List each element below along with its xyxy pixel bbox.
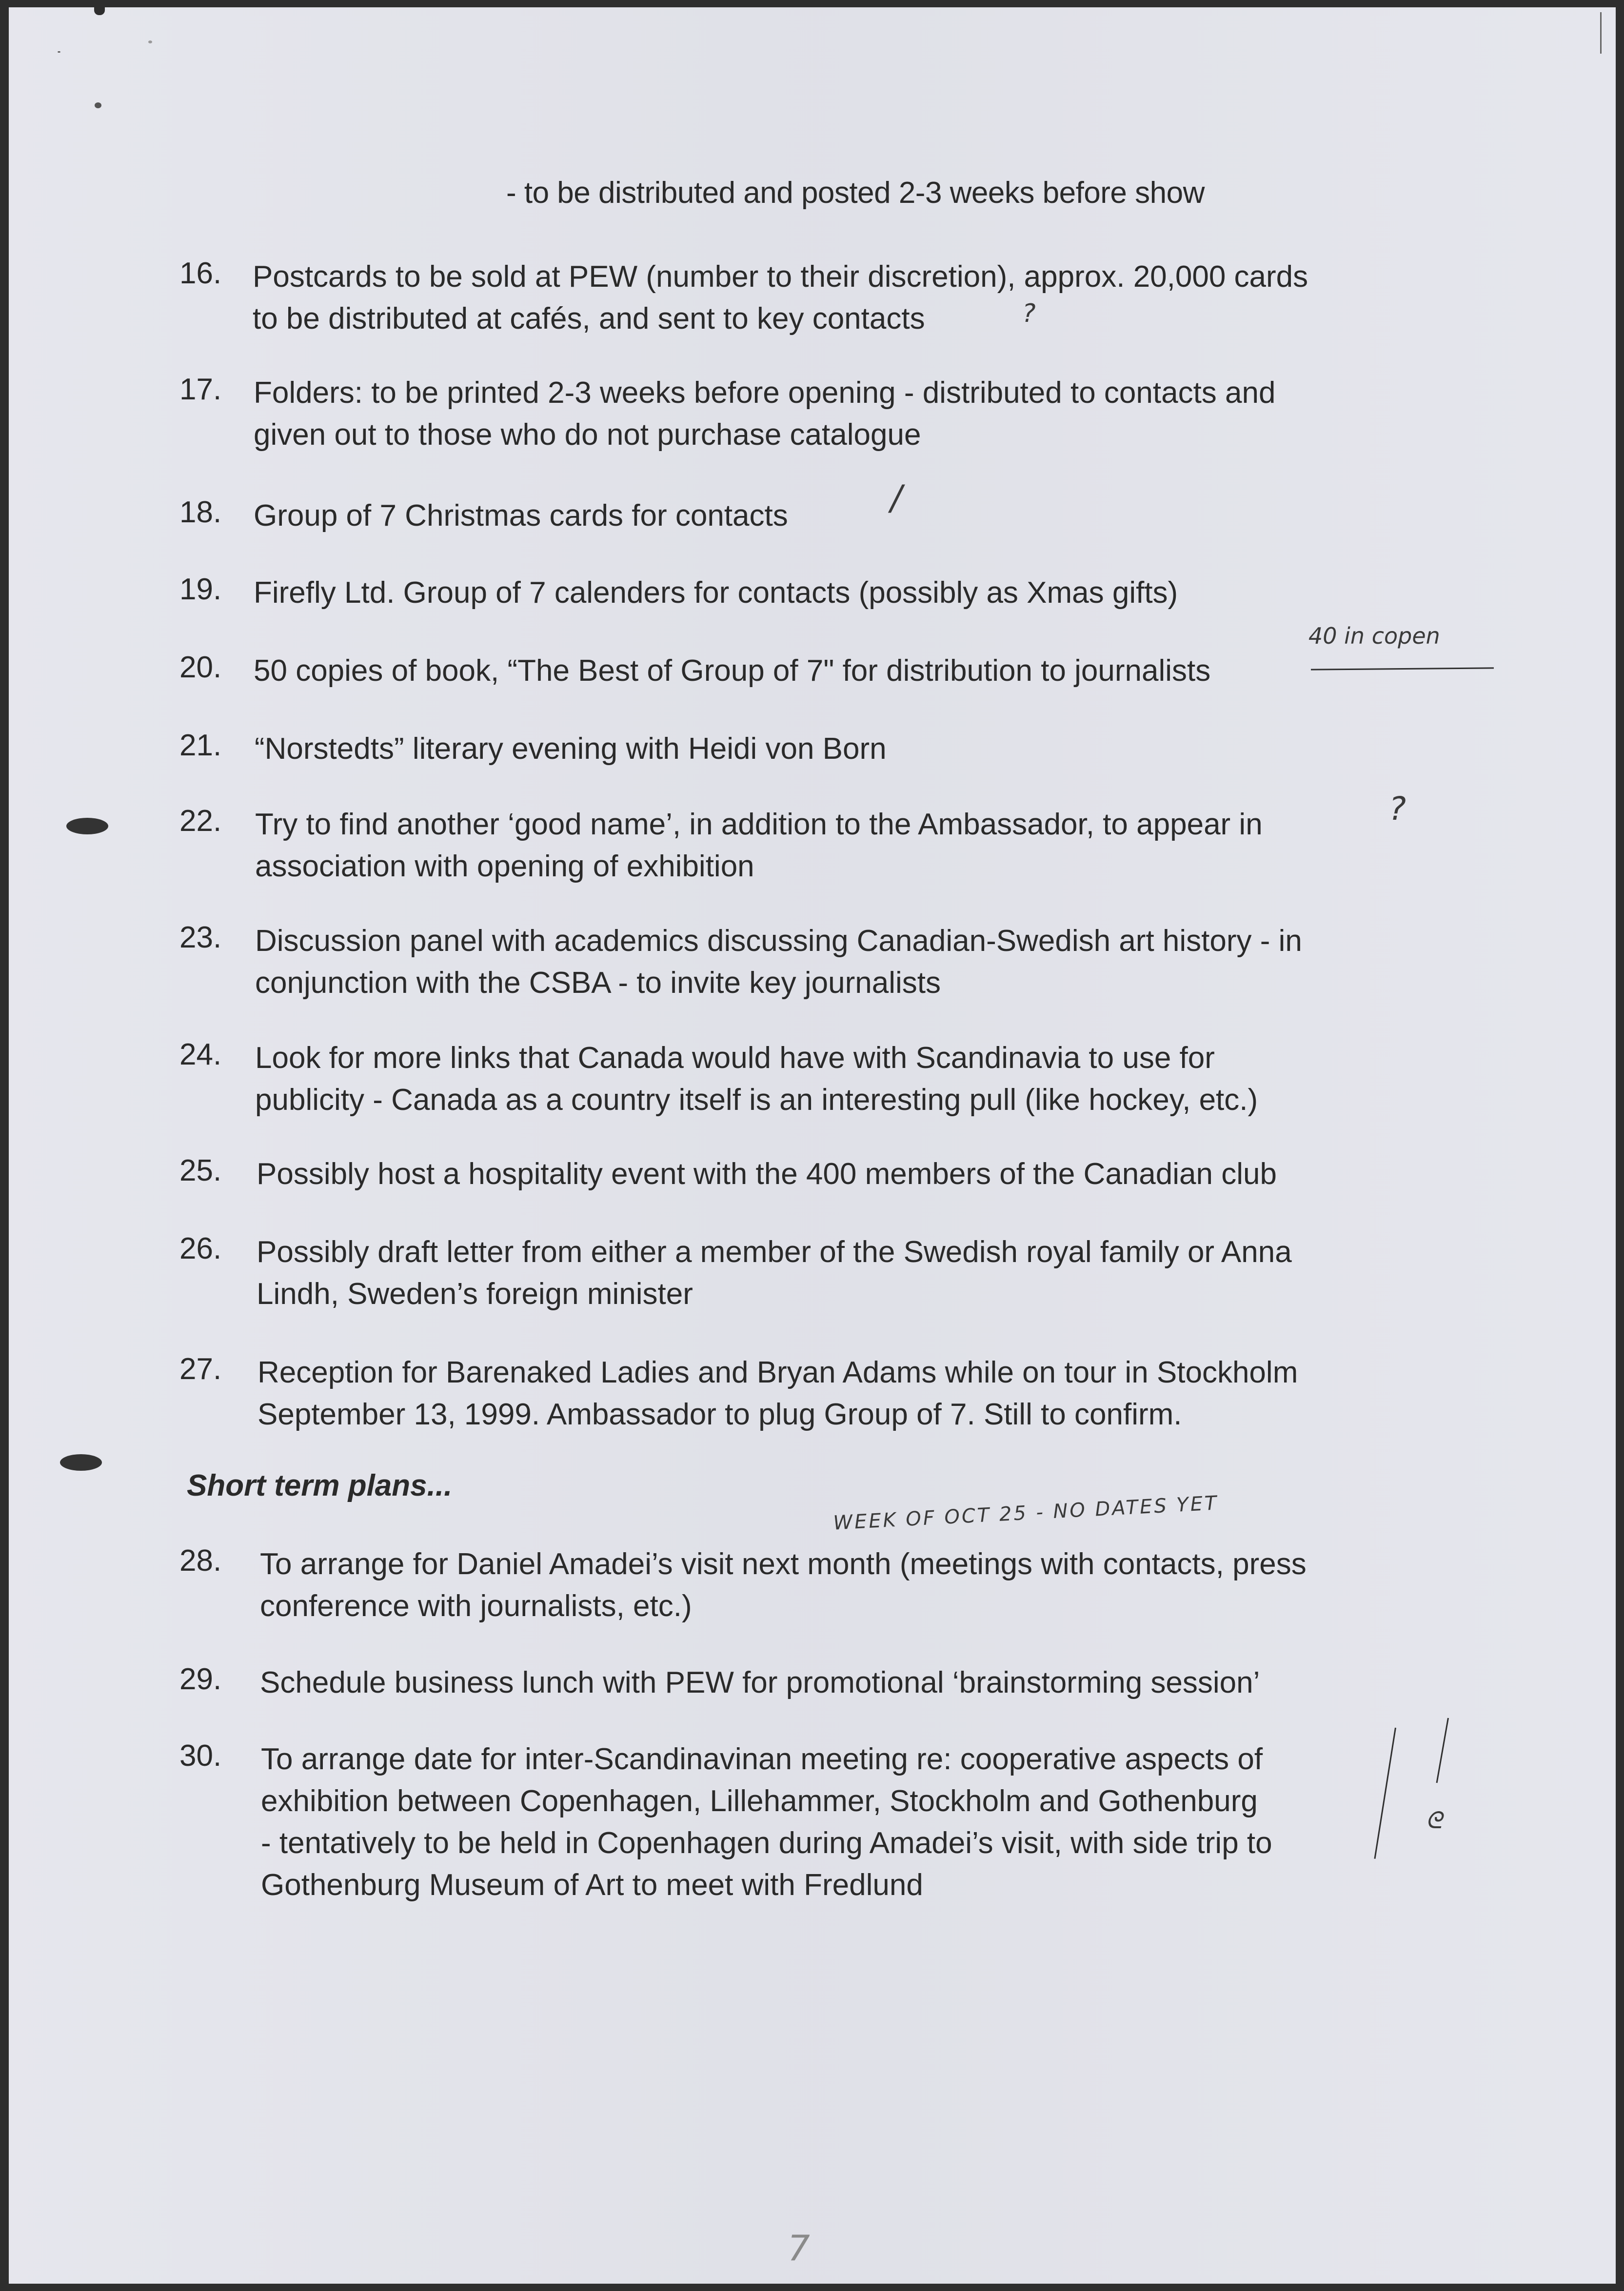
- item-text-line: conference with journalists, etc.): [260, 1589, 692, 1623]
- item-text-line: Look for more links that Canada would have with Scandinavia to use for: [255, 1041, 1215, 1075]
- item-text-line: to be distributed at cafés, and sent to key contacts: [253, 302, 925, 336]
- item-number: 30.: [179, 1739, 222, 1773]
- item-number: 22.: [179, 804, 222, 838]
- item-text-line: - tentatively to be held in Copenhagen during Amadei’s visit, with side trip to: [261, 1826, 1272, 1860]
- staple-notch: [94, 6, 105, 15]
- handwritten-check-mark: /: [891, 478, 902, 518]
- handwritten-vertical-stroke: [1436, 1718, 1449, 1783]
- handwritten-note-week-of-oct-25: WEEK OF OCT 25 - NO DATES YET: [832, 1492, 1219, 1535]
- item-text-line: Reception for Barenaked Ladies and Bryan Adams while on tour in Stockholm: [257, 1356, 1298, 1389]
- paper-speck: [148, 40, 152, 43]
- item-number: 24.: [179, 1038, 222, 1071]
- item-text-line: September 13, 1999. Ambassador to plug Group of 7. Still to confirm.: [257, 1398, 1182, 1431]
- item-text-line: Folders: to be printed 2-3 weeks before opening - distributed to contacts and: [254, 376, 1276, 410]
- item-text-line: Possibly host a hospitality event with the 400 members of the Canadian club: [257, 1157, 1277, 1191]
- item-text-line: publicity - Canada as a country itself is an interesting pull (like hockey, etc.): [255, 1083, 1258, 1117]
- handwritten-note-copies: 40 in copen: [1308, 623, 1440, 649]
- item-number: 21.: [179, 729, 222, 762]
- item-text-line: To arrange for Daniel Amadei’s visit next month (meetings with contacts, press: [260, 1547, 1307, 1581]
- edge-mark: [1600, 12, 1602, 54]
- punch-hole: [60, 1454, 102, 1471]
- handwritten-question-mark: ?: [1022, 299, 1036, 328]
- item-text-line: Try to find another ‘good name’, in addition to the Ambassador, to appear in: [255, 808, 1263, 841]
- item-text-line: exhibition between Copenhagen, Lillehammer, Stockholm and Gothenburg: [261, 1784, 1258, 1818]
- item-number: 25.: [179, 1154, 222, 1187]
- continuation-line: - to be distributed and posted 2-3 weeks before show: [506, 176, 1205, 210]
- item-number: 19.: [179, 573, 222, 606]
- item-text-line: given out to those who do not purchase catalogue: [254, 418, 921, 452]
- punch-hole: [66, 818, 108, 834]
- staple-hole: [95, 102, 101, 108]
- handwritten-question-mark: ?: [1389, 790, 1406, 828]
- item-text-line: Group of 7 Christmas cards for contacts: [254, 499, 788, 533]
- item-text-line: conjunction with the CSBA - to invite key journalists: [255, 966, 941, 1000]
- page-number: 7: [788, 2228, 810, 2269]
- item-text-line: Gothenburg Museum of Art to meet with Fredlund: [261, 1868, 923, 1902]
- paper-speck: [58, 51, 60, 53]
- item-text-line: Firefly Ltd. Group of 7 calenders for contacts (possibly as Xmas gifts): [254, 576, 1178, 610]
- item-number: 17.: [179, 373, 222, 406]
- item-text-line: 50 copies of book, “The Best of Group of 7" for distribution to journalists: [254, 654, 1211, 688]
- item-number: 20.: [179, 651, 222, 684]
- item-text-line: To arrange date for inter-Scandinavinan meeting re: cooperative aspects of: [261, 1742, 1263, 1776]
- item-text-line: Discussion panel with academics discussing Canadian-Swedish art history - in: [255, 924, 1302, 958]
- item-number: 26.: [179, 1232, 222, 1265]
- item-number: 23.: [179, 921, 222, 954]
- section-heading: Short term plans...: [187, 1469, 453, 1502]
- handwritten-curl-mark: ᘓ: [1426, 1807, 1442, 1834]
- item-text-line: Schedule business lunch with PEW for promotional ‘brainstorming session’: [260, 1666, 1260, 1699]
- item-number: 29.: [179, 1662, 222, 1696]
- item-number: 18.: [179, 495, 222, 529]
- item-number: 16.: [179, 257, 222, 290]
- item-number: 27.: [179, 1352, 222, 1386]
- item-text-line: association with opening of exhibition: [255, 849, 754, 883]
- document-page: [9, 7, 1616, 2284]
- item-text-line: Postcards to be sold at PEW (number to their discretion), approx. 20,000 cards: [253, 260, 1308, 294]
- handwritten-underline: [1311, 667, 1494, 670]
- item-text-line: “Norstedts” literary evening with Heidi von Born: [255, 732, 887, 766]
- item-number: 28.: [179, 1544, 222, 1578]
- item-text-line: Possibly draft letter from either a member of the Swedish royal family or Anna: [257, 1235, 1292, 1269]
- handwritten-vertical-stroke: [1374, 1728, 1396, 1859]
- item-text-line: Lindh, Sweden’s foreign minister: [257, 1277, 693, 1311]
